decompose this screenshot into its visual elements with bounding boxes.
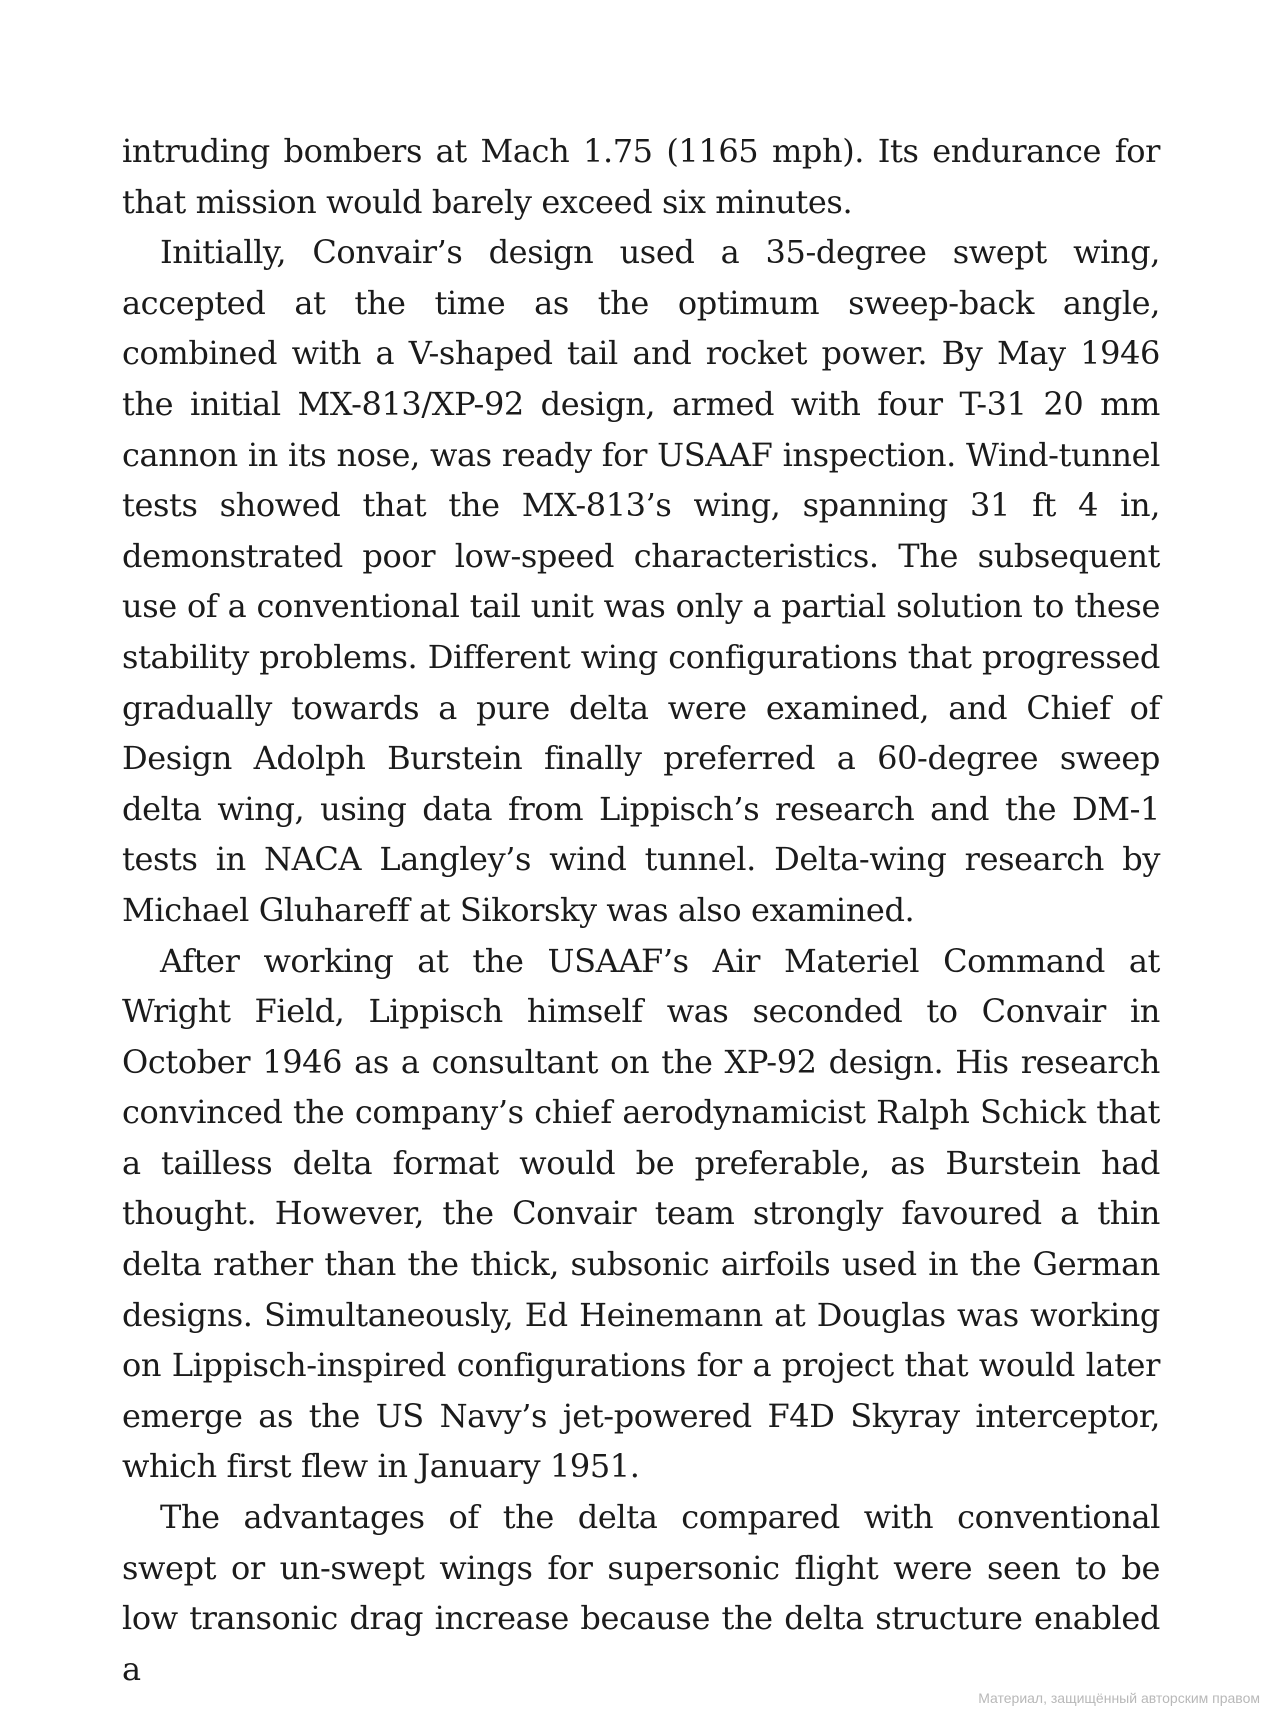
paragraph-4: The advantages of the delta compared with conventional swept or un-swept wings for supersonic flight were seen to be low transonic drag increase because the delta structure enabled a xyxy=(122,1498,1160,1688)
paragraph-1: intruding bombers at Mach 1.75 (1165 mph). Its endurance for that mission would barely exceed six minutes. xyxy=(122,132,1160,221)
paragraph-2: Initially, Convair’s design used a 35-degree swept wing, accepted at the time as the optimum sweep-back angle, combined with a V-shaped tail and rocket power. By May 1946 the initial MX-813/XP-92 design, armed with four T-31 20 mm cannon in its nose, was ready for USAAF inspection. Wind-tunnel tests showed that the MX-813’s wing, spanning 31 ft 4 in, demonstrated poor low-speed characteristics. The subsequent use of a conventional tail unit was only a partial solution to these stability problems. Different wing configurations that progressed gradually towards a pure delta were examined, and Chief of Design Adolph Burstein finally preferred a 60-degree sweep delta wing, using data from Lippisch’s research and the DM-1 tests in NACA Langley’s wind tunnel. Delta-wing research by Michael Gluhareff at Sikorsky was also examined. xyxy=(122,233,1160,929)
paragraph-3: After working at the USAAF’s Air Materiel Command at Wright Field, Lippisch himself was seconded to Convair in October 1946 as a consultant on the XP-92 design. His research convinced the company’s chief aerodynamicist Ralph Schick that a tailless delta format would be preferable, as Burstein had thought. However, the Convair team strongly favoured a thin delta rather than the thick, subsonic airfoils used in the German designs. Simultaneously, Ed Heinemann at Douglas was working on Lippisch-inspired configurations for a project that would later emerge as the US Navy’s jet-powered F4D Skyray interceptor, which first flew in January 1951. xyxy=(122,941,1160,1486)
page-body xyxy=(122,126,1160,1694)
copyright-watermark: Материал, защищённый авторским правом xyxy=(978,1690,1260,1706)
